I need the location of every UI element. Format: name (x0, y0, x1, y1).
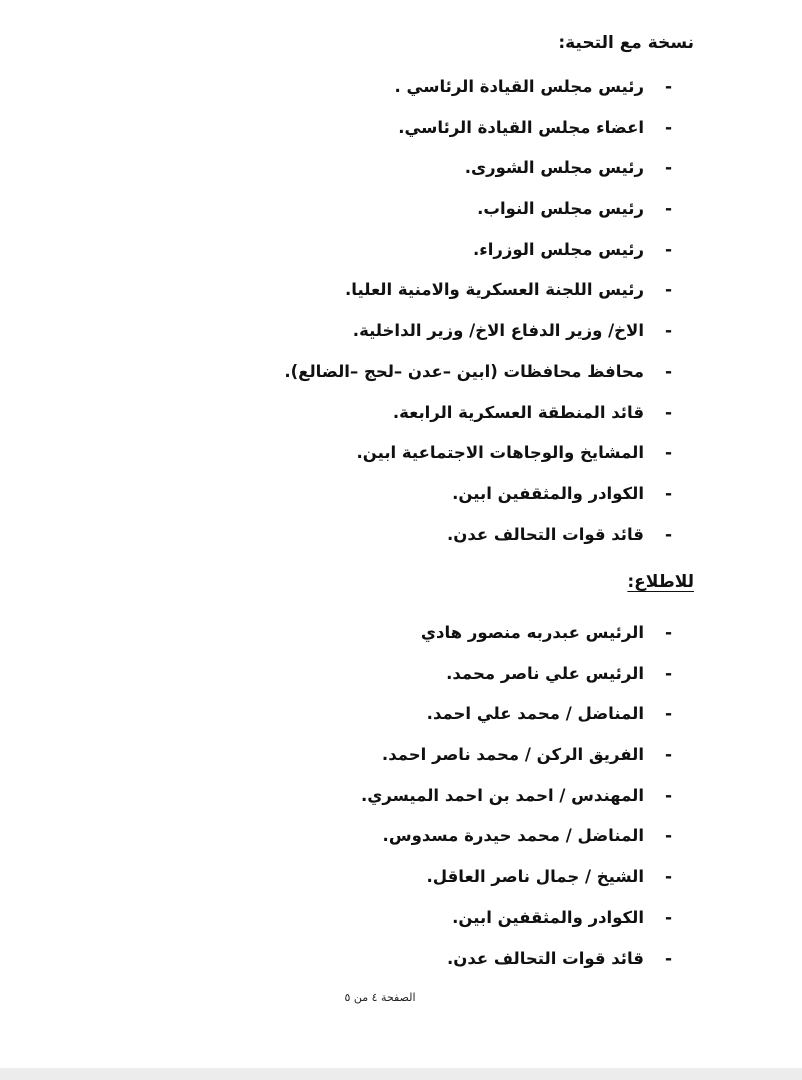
bullet-dash: - (664, 785, 672, 806)
list-item-text: الاخ/ وزير الدفاع الاخ/ وزير الداخلية. (352, 321, 644, 341)
list-item-text: الشيخ / جمال ناصر العاقل. (426, 867, 644, 887)
list-item-text: رئيس مجلس القيادة الرئاسي . (394, 77, 644, 96)
list-item-text: الكوادر والمثقفين ابين. (452, 483, 644, 503)
bullet-dash: - (664, 443, 672, 464)
list-item-text: المهندس / احمد بن احمد الميسري. (360, 785, 644, 805)
bullet-dash: - (664, 948, 672, 969)
list-item-text: رئيس مجلس الوزراء. (473, 239, 644, 259)
bullet-dash: - (664, 199, 672, 220)
bullet-dash: - (664, 524, 672, 545)
bullet-dash: - (664, 907, 672, 928)
bullet-dash: - (664, 745, 672, 766)
bullet-dash: - (664, 483, 672, 504)
list-item-text: اعضاء مجلس القيادة الرئاسي. (398, 117, 644, 137)
list-item-text: رئيس مجلس النواب. (477, 199, 644, 219)
bullet-dash: - (664, 158, 672, 179)
list-item-text: المناضل / محمد علي احمد. (426, 704, 644, 724)
list-item-text: الفريق الركن / محمد ناصر احمد. (381, 745, 644, 765)
list-item-text: قائد قوات التحالف عدن. (446, 948, 644, 968)
list-item-text: الرئيس علي ناصر محمد. (446, 663, 644, 683)
bullet-dash: - (664, 117, 672, 138)
list-item-text: المناضل / محمد حيدرة مسدوس. (382, 826, 644, 846)
bullet-dash: - (664, 623, 672, 643)
list-item-text: رئيس مجلس الشورى. (464, 158, 644, 178)
bullet-dash: - (664, 826, 672, 847)
bullet-dash: - (664, 663, 672, 684)
list-item-text: المشايخ والوجاهات الاجتماعية ابين. (356, 443, 644, 463)
bullet-dash: - (664, 321, 672, 342)
bullet-dash: - (664, 239, 672, 260)
list-item-text: الكوادر والمثقفين ابين. (452, 907, 644, 927)
bullet-dash: - (664, 704, 672, 725)
cc-heading: نسخة مع التحية: (558, 33, 694, 53)
page-number: الصفحة ٤ من ٥ (344, 991, 416, 1004)
bullet-dash: - (664, 361, 672, 382)
list-item-text: الرئيس عبدربه منصور هادي (420, 623, 644, 642)
bullet-dash: - (664, 402, 672, 423)
bullet-dash: - (664, 77, 672, 97)
info-heading: للاطلاع: (627, 572, 694, 592)
list-item-text: قائد المنطقة العسكرية الرابعة. (392, 402, 644, 422)
viewer-bottom-edge (0, 1068, 802, 1080)
list-item-text: رئيس اللجنة العسكرية والامنية العليا. (345, 280, 644, 300)
bullet-dash: - (664, 280, 672, 301)
bullet-dash: - (664, 867, 672, 888)
list-item-text: قائد قوات التحالف عدن. (446, 524, 644, 544)
list-item-text: محافظ محافظات (ابين –عدن –لحج –الضالع). (284, 361, 644, 381)
